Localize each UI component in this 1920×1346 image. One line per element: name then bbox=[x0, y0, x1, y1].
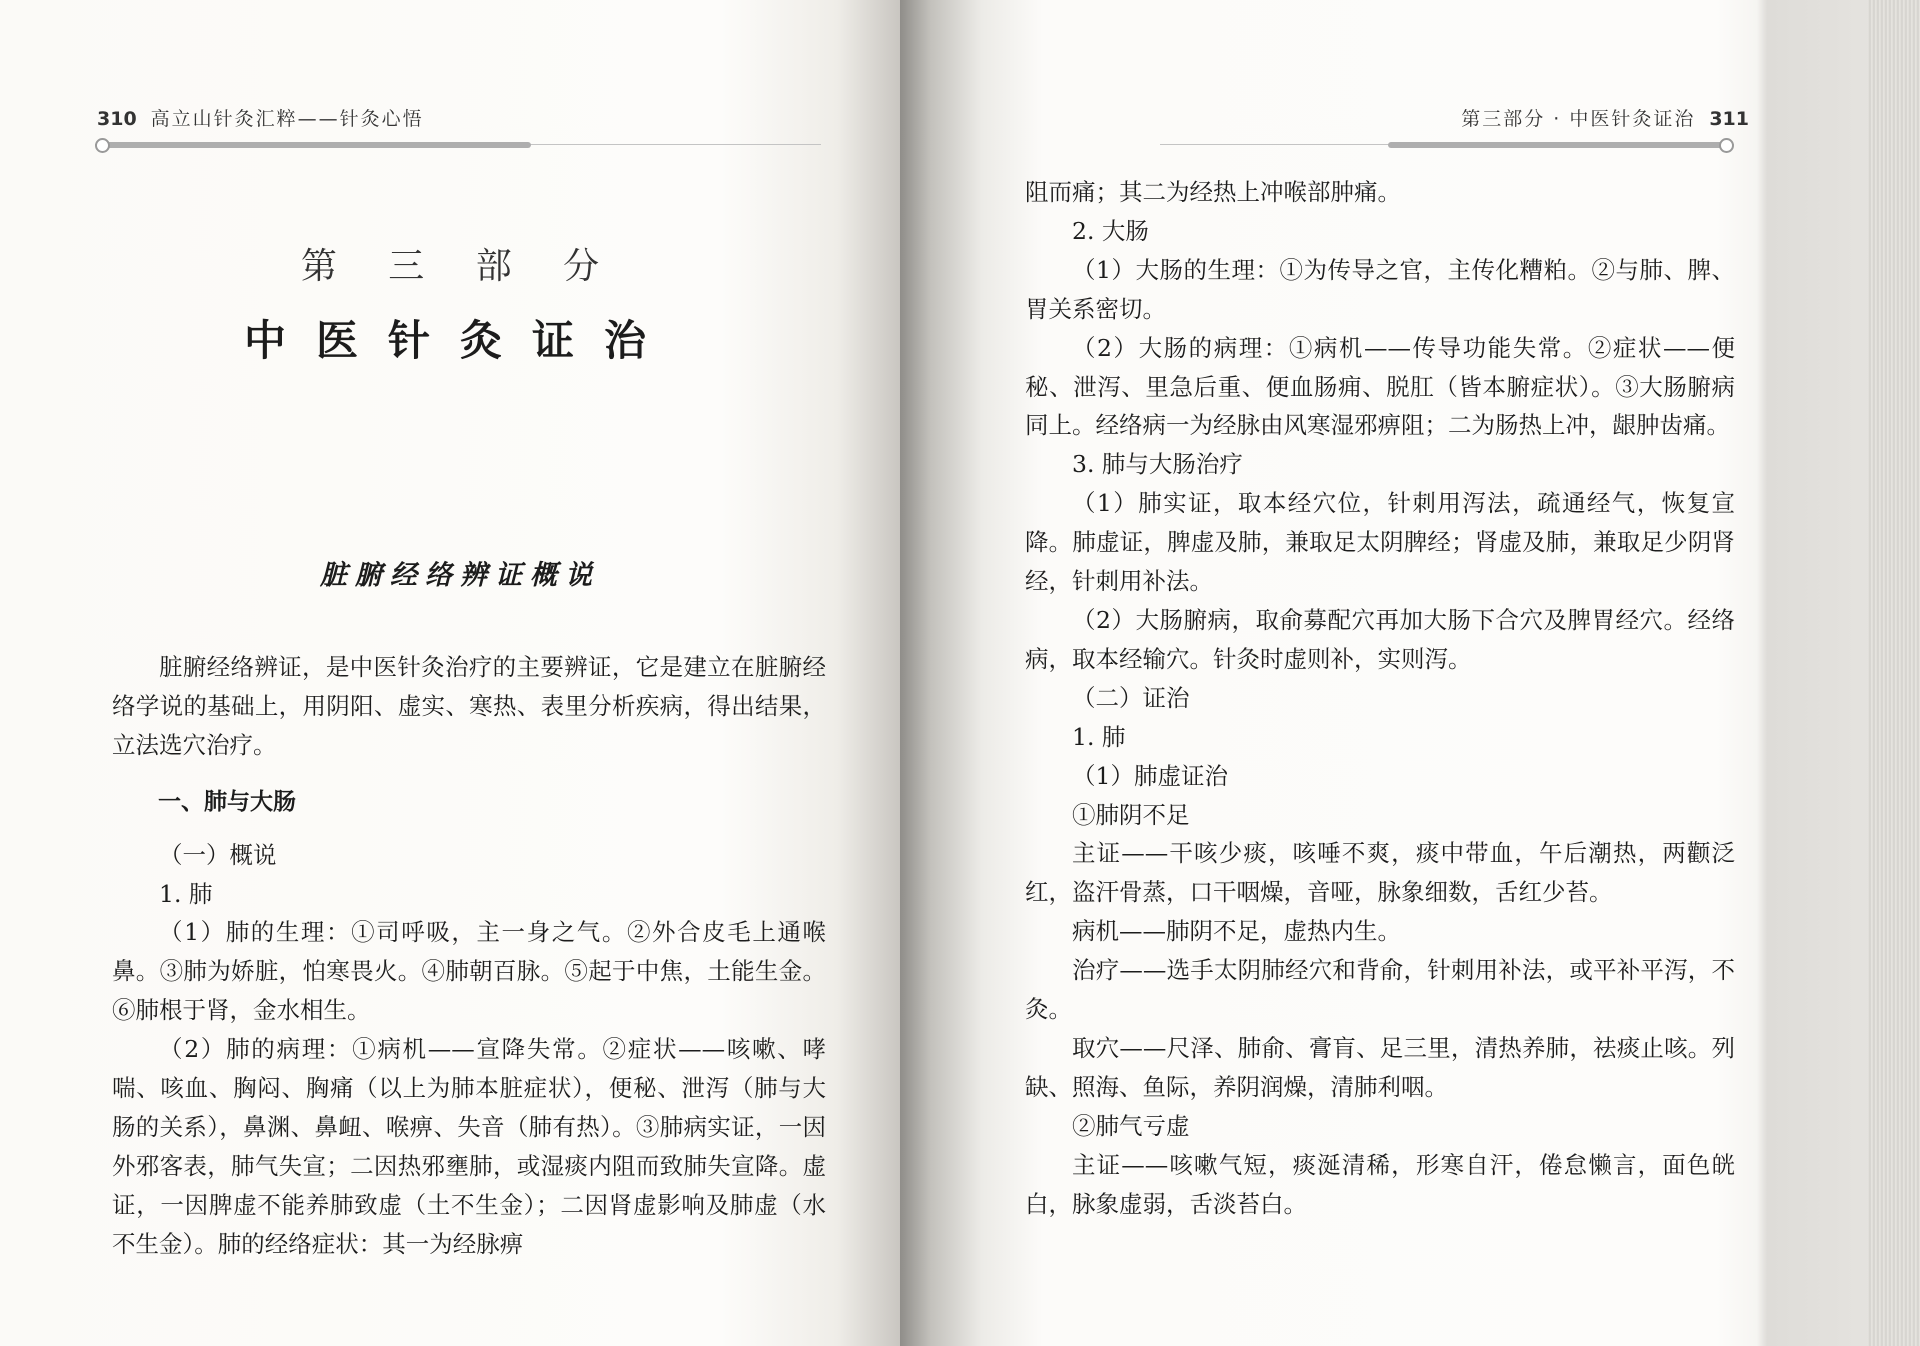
subsection-heading: （一）概说 bbox=[159, 840, 277, 869]
paragraph: （1）肺的生理：①司呼吸，主一身之气。②外合皮毛上通喉鼻。③肺为娇脏，怕寒畏火。④肺朝百脉。⑤起于中焦，土能生金。⑥肺根于肾，金水相生。 bbox=[112, 918, 826, 1025]
paragraph: 主证——咳嗽气短，痰涎清稀，形寒自汗，倦怠懒言，面色㿠白，脉象虚弱，舌淡苔白。 bbox=[1025, 1150, 1735, 1218]
item-heading: ①肺阴不足 bbox=[1072, 800, 1190, 829]
part-label: 第 三 部 分 bbox=[300, 246, 620, 287]
subsection-heading: （二）证治 bbox=[1072, 683, 1190, 712]
paragraph: （1）大肠的生理：①为传导之官，主传化糟粕。②与肺、脾、胃关系密切。 bbox=[1025, 255, 1735, 323]
section-title: 脏腑经络辨证概说 bbox=[320, 560, 600, 591]
left-page-number: 310 bbox=[97, 108, 137, 130]
paragraph: 主证——干咳少痰，咳唾不爽，痰中带血，午后潮热，两颧泛红，盗汗骨蒸，口干咽燥，音哑，脉象细数，舌红少苔。 bbox=[1025, 839, 1735, 907]
item-heading: 1. 肺 bbox=[159, 879, 213, 908]
item-heading: 3. 肺与大肠治疗 bbox=[1072, 450, 1243, 479]
paragraph: 病机——肺阴不足，虚热内生。 bbox=[1072, 917, 1401, 946]
paragraph: 阻而痛；其二为经热上冲喉部肿痛。 bbox=[1025, 178, 1401, 206]
item-heading: ②肺气亏虚 bbox=[1072, 1111, 1190, 1140]
right-running-head bbox=[1461, 104, 1749, 131]
item-heading: 1. 肺 bbox=[1072, 722, 1126, 751]
paragraph: （1）肺实证，取本经穴位，针刺用泻法，疏通经气，恢复宣降。肺虚证，脾虚及肺，兼取足太阴脾经；肾虚及肺，兼取足少阴肾经，针刺用补法。 bbox=[1025, 489, 1735, 596]
part-title: 中医针灸证治 bbox=[243, 316, 676, 365]
right-running-title: 第三部分 · 中医针灸证治 bbox=[1461, 108, 1696, 130]
right-header-rule bbox=[1160, 138, 1734, 154]
left-running-head bbox=[97, 104, 424, 131]
paragraph: （2）大肠腑病，取俞募配穴再加大肠下合穴及脾胃经穴。经络病，取本经输穴。针灸时虚则补，实则泻。 bbox=[1025, 605, 1735, 673]
left-header-rule bbox=[95, 138, 821, 154]
section-heading: 一、肺与大肠 bbox=[158, 788, 296, 815]
paragraph: 治疗——选手太阴肺经穴和背俞，针刺用补法，或平补平泻，不灸。 bbox=[1025, 956, 1735, 1024]
right-page-number: 311 bbox=[1709, 108, 1749, 130]
paragraph: （2）肺的病理：①病机——宣降失常。②症状——咳嗽、哮喘、咳血、胸闷、胸痛（以上为肺本脏症状），便秘、泄泻（肺与大肠的关系），鼻渊、鼻衄、喉痹、失音（肺有热）。③肺病实证，一因外邪客表，肺气失宣；二因热邪壅肺，或湿痰内阻而致肺失宣降。虚证，一因脾虚不能养肺致虚（土不生金）；二因肾虚影响及肺虚（水不生金）。肺的经络症状：其一为经脉痹 bbox=[112, 1035, 826, 1258]
left-running-title: 高立山针灸汇粹——针灸心悟 bbox=[150, 108, 424, 130]
paragraph: 脏腑经络辨证，是中医针灸治疗的主要辨证，它是建立在脏腑经络学说的基础上，用阴阳、虚实、寒热、表里分析疾病，得出结果，立法选穴治疗。 bbox=[112, 653, 826, 759]
left-page bbox=[0, 0, 900, 1346]
item-heading: 2. 大肠 bbox=[1072, 216, 1149, 245]
left-body-text bbox=[112, 648, 826, 1264]
item-heading: （1）肺虚证治 bbox=[1072, 761, 1228, 790]
paragraph: 取穴——尺泽、肺俞、膏肓、足三里，清热养肺，祛痰止咳。列缺、照海、鱼际，养阴润燥，清肺利咽。 bbox=[1025, 1033, 1735, 1101]
page-edge bbox=[1868, 0, 1920, 1346]
right-body-text bbox=[1025, 173, 1735, 1223]
paragraph: （2）大肠的病理：①病机——传导功能失常。②症状——便秘、泄泻、里急后重、便血肠痈、脱肛（皆本腑症状）。③大肠腑病同上。经络病一为经脉由风寒湿邪痹阻；二为肠热上冲，龈肿齿痛。 bbox=[1025, 333, 1735, 440]
right-page bbox=[900, 0, 1920, 1346]
